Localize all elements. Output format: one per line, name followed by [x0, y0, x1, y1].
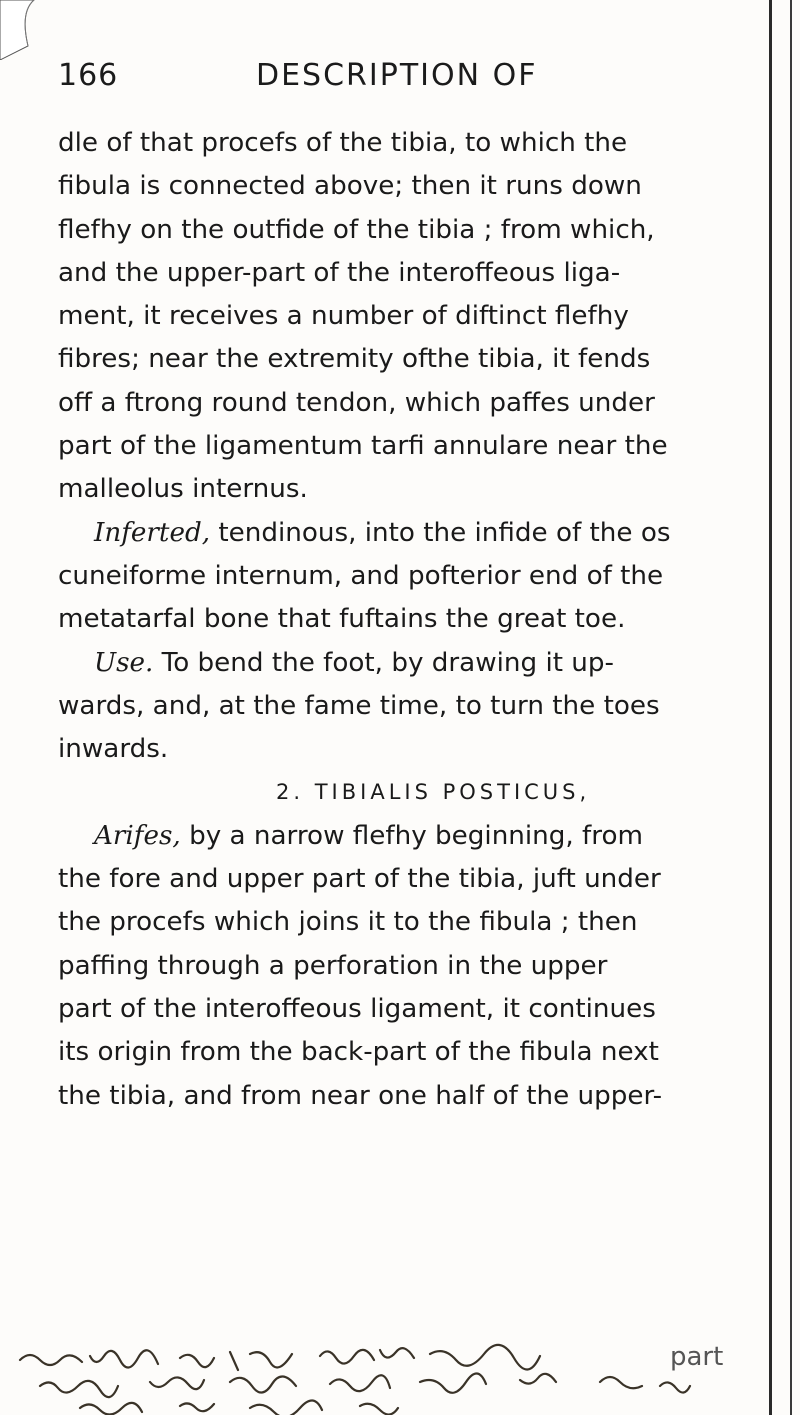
page-edge-line [769, 0, 772, 1415]
text-line: fibula is connected above; then it runs down [58, 171, 642, 202]
text-fragment: To bend the foot, by drawing it up- [153, 647, 614, 678]
paragraph-arises [58, 815, 758, 858]
text-line: the tibia, and from near one half of the upper- [58, 1080, 663, 1111]
running-head [58, 48, 758, 98]
inserted-lead: Inferted, [94, 517, 211, 548]
text-line: part of the ligamentum tarfi annulare near the [58, 431, 668, 462]
handwritten-annotation [0, 1342, 770, 1415]
text-line: the procefs which joins it to the fibula ; then [58, 907, 638, 938]
text-line: ment, it receives a number of diftinct flefhy [58, 301, 629, 332]
text-line: malleolus internus. [58, 474, 308, 505]
paragraph-inserted [58, 512, 758, 555]
arises-lead: Arifes, [94, 820, 181, 851]
text-line: metatarfal bone that fuftains the great toe. [58, 604, 626, 635]
page-corner-fold [0, 0, 60, 60]
text-line: and the upper-part of the interoffeous liga- [58, 257, 621, 288]
text-line: part of the interoffeous ligament, it continues [58, 993, 656, 1024]
text-line: wards, and, at the fame time, to turn the toes [58, 690, 660, 721]
page-number: 166 [58, 58, 119, 93]
text-line: paffing through a perforation in the upper [58, 950, 608, 981]
body-text [58, 122, 758, 1118]
text-line: its origin from the back-part of the fibula next [58, 1037, 659, 1068]
section-heading: 2. TIBIALIS POSTICUS, [276, 780, 591, 805]
text-line: inwards. [58, 734, 169, 765]
text-line: dle of that procefs of the tibia, to which the [58, 128, 628, 158]
running-head-title: DESCRIPTION OF [256, 58, 538, 93]
text-line: flefhy on the outfide of the tibia ; from which, [58, 214, 655, 245]
text-line: cuneiforme internum, and pofterior end of the [58, 560, 664, 591]
text-fragment: tendinous, into the infide of the os [210, 517, 671, 548]
text-fragment: by a narrow flefhy beginning, from [180, 820, 643, 851]
text-line: fibres; near the extremity ofthe tibia, it fends [58, 344, 651, 375]
text-line: the fore and upper part of the tibia, juft under [58, 864, 661, 895]
page-edge-line-outer [790, 0, 792, 1415]
paragraph-use [58, 642, 758, 685]
trailing-printed-fragment: part [670, 1342, 724, 1372]
text-line: off a ftrong round tendon, which paffes under [58, 387, 655, 418]
use-lead: Use. [94, 647, 154, 678]
